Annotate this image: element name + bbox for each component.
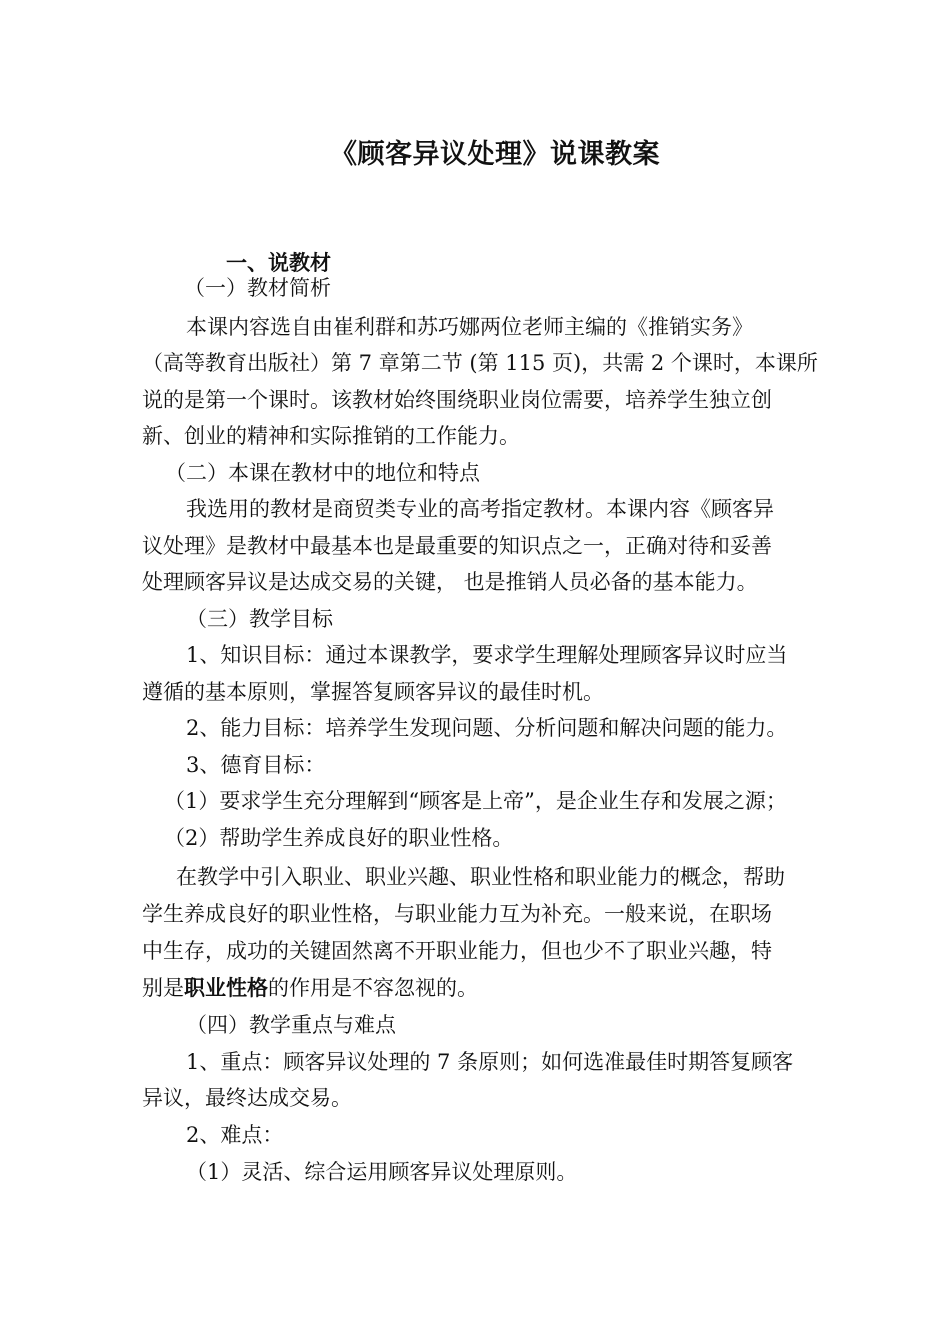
paragraph-line: 说的是第一个课时。该教材始终围绕职业岗位需要，培养学生独立创 bbox=[142, 388, 772, 412]
subheading-position-features: （二）本课在教材中的地位和特点 bbox=[165, 461, 480, 485]
paragraph-line: 议处理》是教材中最基本也是最重要的知识点之一，正确对待和妥善 bbox=[142, 534, 772, 558]
paragraph-line: 新、创业的精神和实际推销的工作能力。 bbox=[142, 424, 520, 448]
text-run: 别是 bbox=[142, 976, 184, 1000]
paragraph-line: 异议，最终达成交易。 bbox=[142, 1086, 352, 1110]
paragraph-line: 我选用的教材是商贸类专业的高考指定教材。本课内容《顾客异 bbox=[186, 497, 774, 521]
paragraph-line: 3、德育目标： bbox=[186, 753, 326, 777]
paragraph-line: 中生存，成功的关键固然离不开职业能力，但也少不了职业兴趣，特 bbox=[142, 939, 772, 963]
paragraph-line: （2）帮助学生养成良好的职业性格。 bbox=[164, 826, 514, 850]
paragraph-line: 处理顾客异议是达成交易的关键， 也是推销人员必备的基本能力。 bbox=[142, 570, 758, 594]
subheading-textbook-overview: （一）教材简析 bbox=[184, 276, 331, 300]
paragraph-line bbox=[142, 973, 478, 1003]
paragraph-line: 2、难点： bbox=[186, 1123, 284, 1147]
paragraph-line: 本课内容选自由崔利群和苏巧娜两位老师主编的《推销实务》 bbox=[186, 315, 753, 339]
paragraph-line: 学生养成良好的职业性格，与职业能力互为补充。一般来说，在职场 bbox=[142, 902, 772, 926]
subheading-teaching-goals: （三）教学目标 bbox=[186, 607, 333, 631]
paragraph-line: 1、知识目标：通过本课教学，要求学生理解处理顾客异议时应当 bbox=[186, 643, 788, 667]
document-title: 《顾客异议处理》说课教案 bbox=[330, 139, 660, 170]
subheading-key-difficult: （四）教学重点与难点 bbox=[186, 1013, 396, 1037]
paragraph-line: 1、重点：顾客异议处理的 7 条原则；如何选准最佳时期答复顾客 bbox=[186, 1050, 794, 1074]
bold-term-career-personality: 职业性格 bbox=[184, 976, 268, 1000]
paragraph-line: 在教学中引入职业、职业兴趣、职业性格和职业能力的概念，帮助 bbox=[176, 865, 785, 889]
paragraph-line: （1）要求学生充分理解到“顾客是上帝”，是企业生存和发展之源； bbox=[164, 789, 787, 813]
paragraph-line: 遵循的基本原则，掌握答复顾客异议的最佳时机。 bbox=[142, 680, 604, 704]
paragraph-line: （1）灵活、综合运用顾客异议处理原则。 bbox=[186, 1160, 578, 1184]
paragraph-line: （高等教育出版社）第 7 章第二节 (第 115 页)，共需 2 个课时，本课所 bbox=[142, 351, 818, 375]
paragraph-line: 2、能力目标：培养学生发现问题、分析问题和解决问题的能力。 bbox=[186, 716, 788, 740]
text-run: 的作用是不容忽视的。 bbox=[268, 976, 478, 1000]
section-heading-textbook: 一、说教材 bbox=[226, 251, 331, 275]
